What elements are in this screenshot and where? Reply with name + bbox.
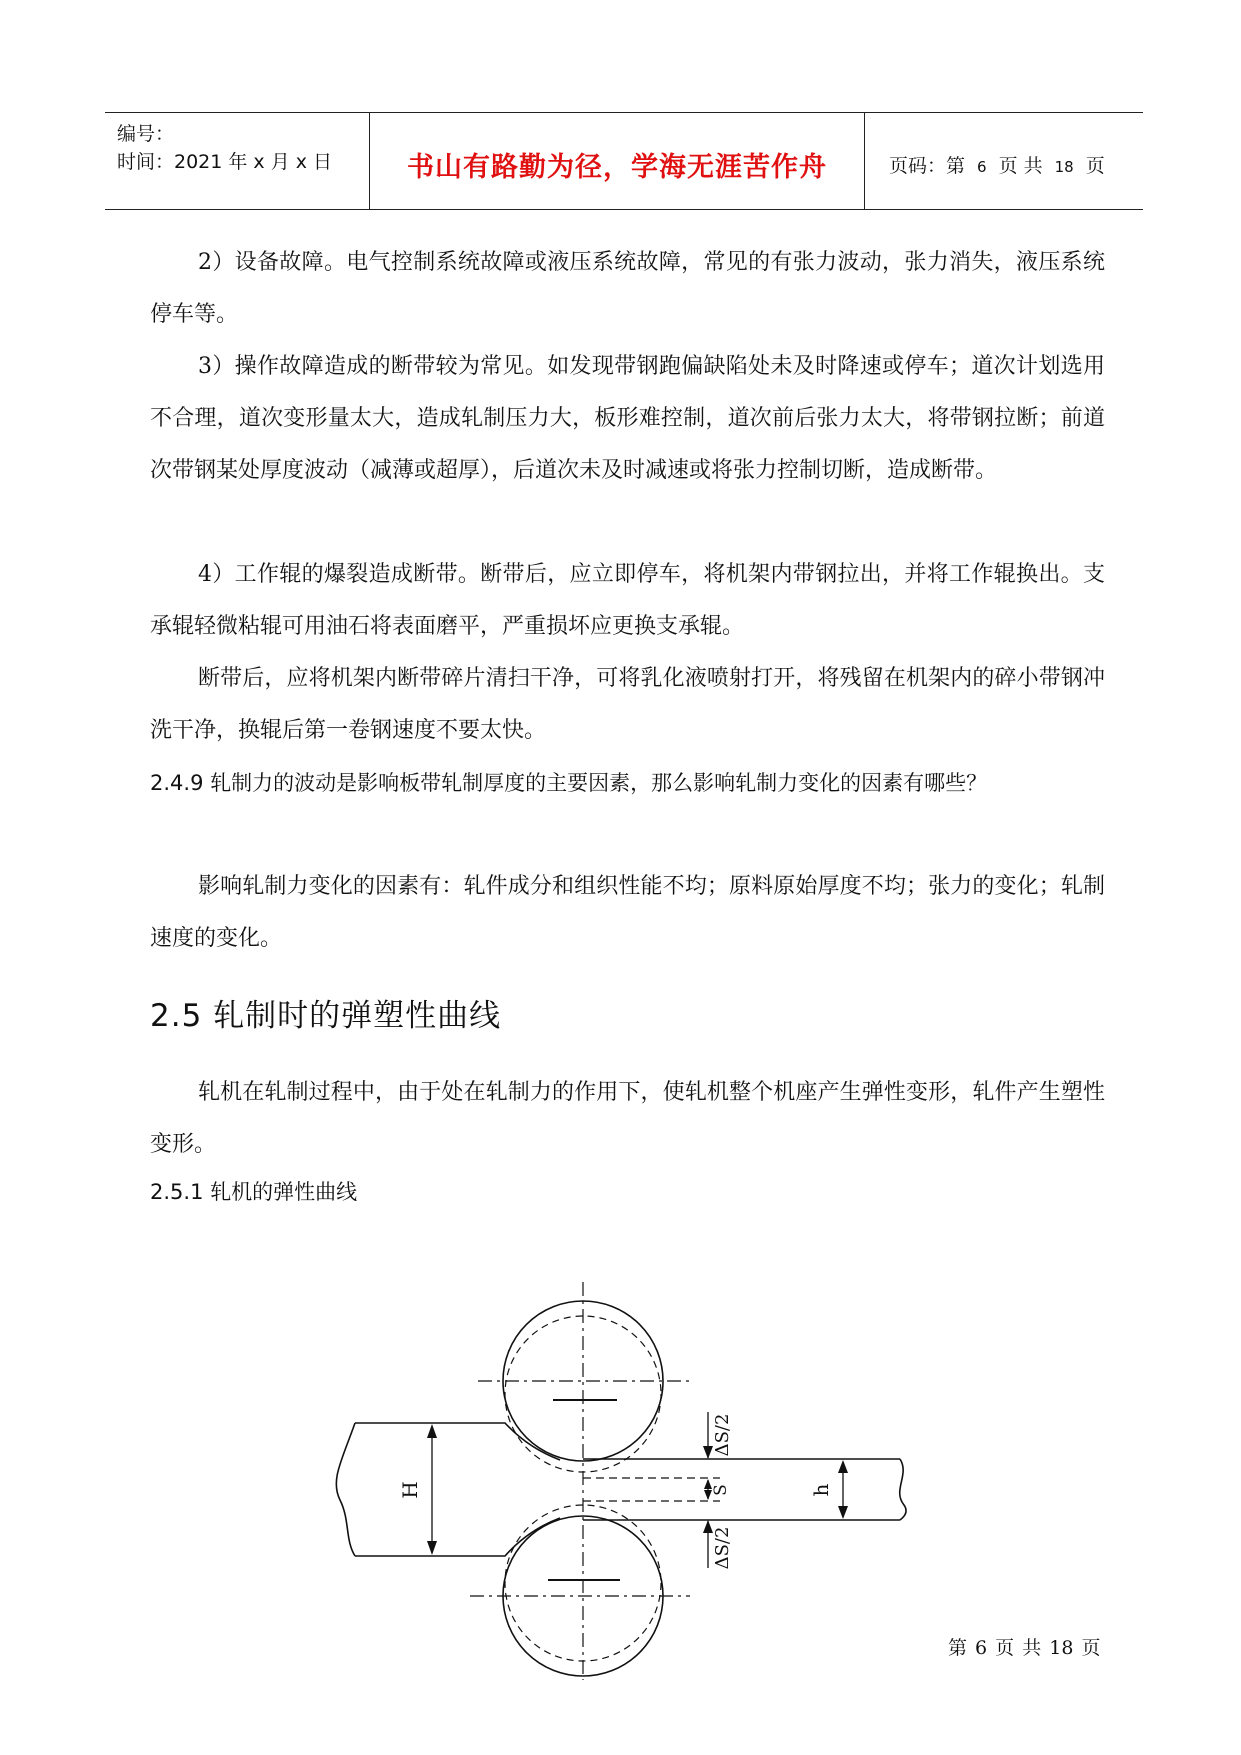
paragraph-operation-fault: 3）操作故障造成的断带较为常见。如发现带钢跑偏缺陷处未及时降速或停车；道次计划选用不合理，道次变形量太大，造成轧制压力大，板形难控制，道次前后张力太大，将带钢拉断；前道次带钢某处厚度波动（减薄或超厚），后道次未及时减速或将张力控制切断，造成断带。 (150, 354, 1105, 483)
page-footer: 第 6 页 共 18 页 (948, 1637, 1101, 1659)
paragraph-equipment-fault: 2）设备故障。电气控制系统故障或液压系统故障，常见的有张力波动，张力消失，液压系统停车等。 (150, 250, 1105, 327)
label-h: h (809, 1483, 833, 1497)
answer-2-4-9: 影响轧制力变化的因素有：轧件成分和组织性能不均；原料原始厚度不均；张力的变化；轧制速度的变化。 (150, 874, 1105, 951)
label-delta-s-top: ΔS/2 (712, 1413, 733, 1457)
label-H: H (398, 1481, 422, 1499)
number-label: 编号： (117, 123, 175, 145)
time-label: 时间：2021 年 x 月 x 日 (117, 151, 333, 173)
entry-strip-break (336, 1423, 355, 1556)
label-delta-s-bottom: ΔS/2 (712, 1526, 733, 1570)
subsection-heading-2-5-1: 2.5.1 轧机的弹性曲线 (150, 1180, 358, 1204)
label-S: S (711, 1484, 731, 1496)
paragraph-work-roll: 4）工作辊的爆裂造成断带。断带后，应立即停车，将机架内带钢拉出，并将工作辊换出。支承辊轻微粘辊可用油石将表面磨平，严重损坏应更换支承辊。 (150, 562, 1105, 639)
entry-strip-top (355, 1423, 560, 1460)
section-heading-2-5: 2.5 轧制时的弹塑性曲线 (150, 998, 502, 1034)
page-indicator: 页码：第 6 页 共 18 页 (889, 154, 1105, 177)
motto-text: 书山有路勤为径，学海无涯苦作舟 (407, 151, 827, 183)
paragraph-elastic-plastic: 轧机在轧制过程中，由于处在轧制力的作用下，使轧机整个机座产生弹性变形，轧件产生塑性变形。 (150, 1080, 1105, 1157)
question-2-4-9: 2.4.9 轧制力的波动是影响板带轧制厚度的主要因素，那么影响轧制力变化的因素有哪些？ (150, 771, 988, 795)
paragraph-after-break: 断带后，应将机架内断带碎片清扫干净，可将乳化液喷射打开，将残留在机架内的碎小带钢冲洗干净，换辊后第一卷钢速度不要太快。 (150, 666, 1105, 743)
exit-strip-break (900, 1459, 906, 1520)
